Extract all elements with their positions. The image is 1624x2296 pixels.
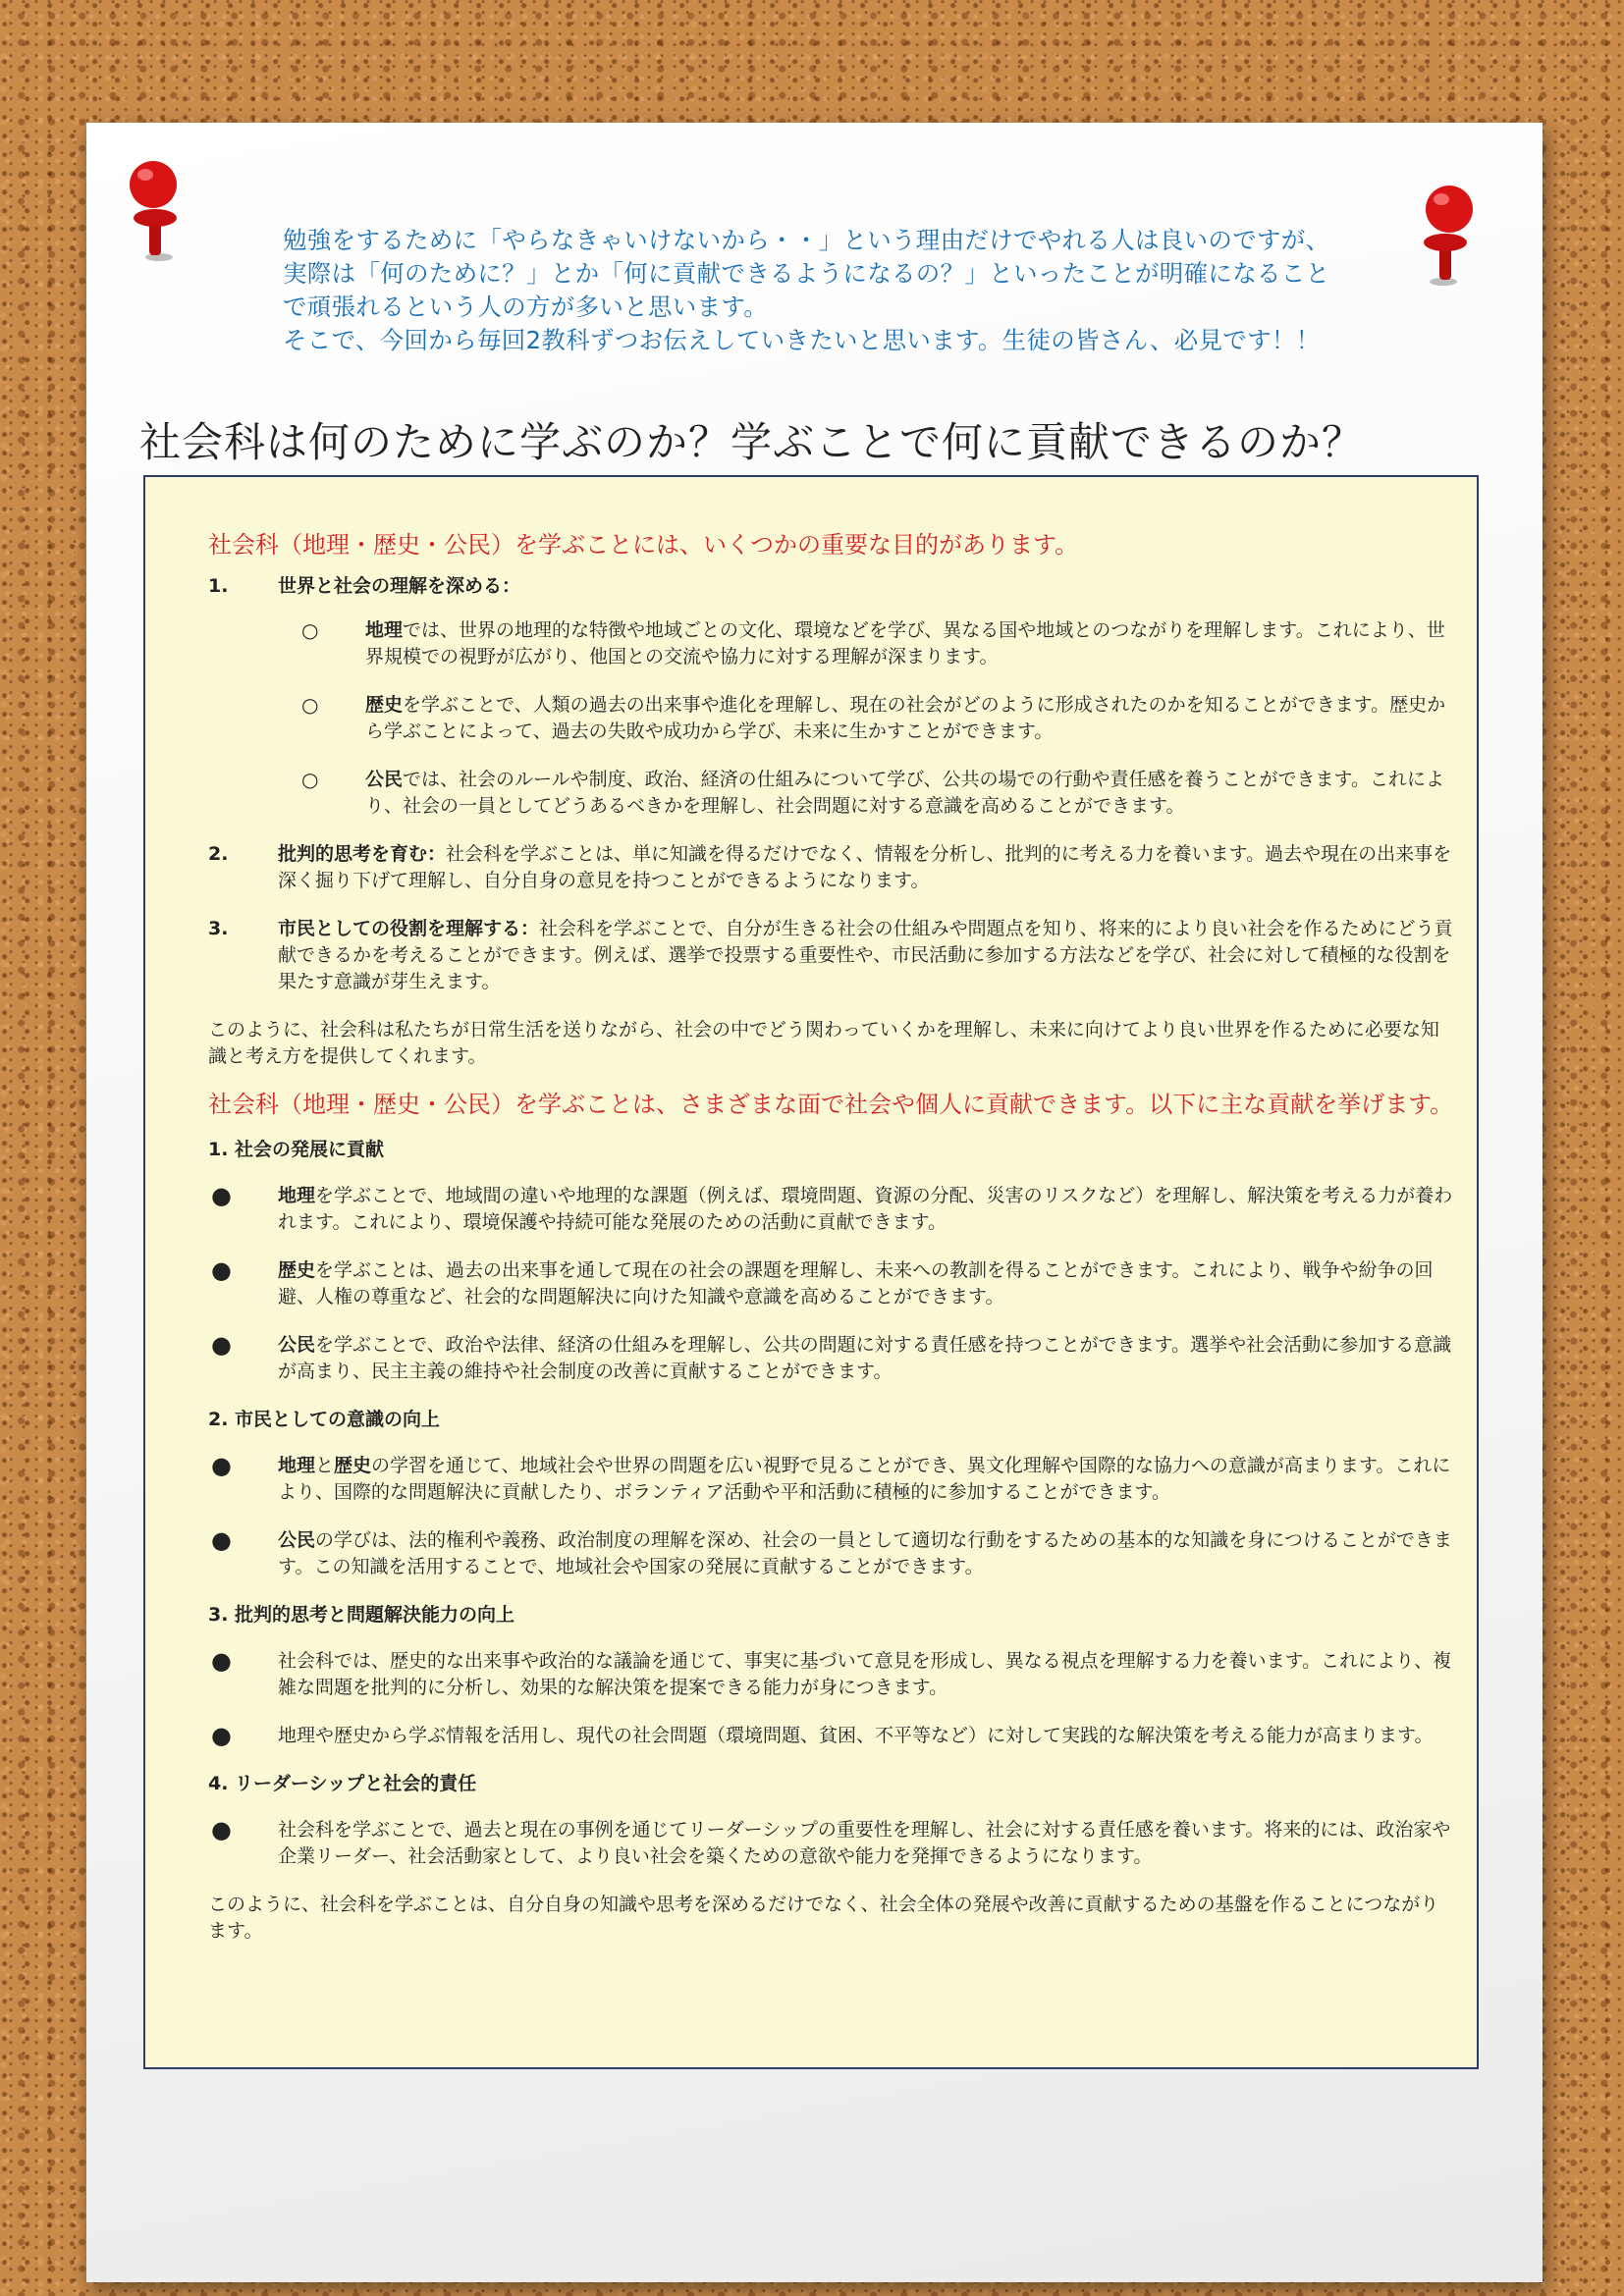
bullet-text: 地理や歴史から学ぶ情報を活用し、現代の社会問題（環境問題、貧困、不平等など）に対して実践的な解決策を考える能力が高まります。 [278,1725,1434,1746]
page-title: 社会科は何のために学ぶのか？学ぶことで何に貢献できるのか？ [139,418,1365,466]
term-label: 歴史 [278,1259,316,1281]
bullet-item [208,1723,1455,1749]
item-heading: 批判的思考を育む： [278,843,447,865]
bullet-text: を学ぶことで、政治や法律、経済の仕組みを理解し、公共の問題に対する責任感を持つことができます。選挙や社会活動に参加する意識が高まり、民主主義の維持や社会制度の改善に貢献することができます。 [278,1334,1452,1382]
bullet-text: 社会科では、歴史的な出来事や政治的な議論を通じて、事実に基づいて意見を形成し、異なる視点を理解する力を養います。これにより、複雑な問題を批判的に分析し、効果的な解決策を提案できる能力が身につきます。 [278,1650,1452,1698]
bullet-item [208,1648,1455,1701]
term-label-2: 歴史 [334,1455,372,1476]
content-box [143,475,1479,2069]
item-number: 1. [208,575,229,597]
bullet-dot-icon: ● [211,1816,232,1843]
sub-item-text: では、社会のルールや制度、政治、経済の仕組みについて学び、公共の場での行動や責任感を養うことができます。これにより、社会の一員としてどうあるべきかを理解し、社会問題に対する意識を高めることができます。 [365,769,1444,817]
purpose-item-2 [208,841,1455,894]
section-heading-3: 3. 批判的思考と問題解決能力の向上 [208,1604,515,1626]
bullet-dot-icon: ● [211,1526,232,1554]
circle-bullet-icon: ○ [301,693,319,717]
item-number: 2. [208,843,229,865]
item-text: 社会科を学ぶことは、単に知識を得るだけでなく、情報を分析し、批判的に考える力を養います。過去や現在の出来事を深く掘り下げて理解し、自分自身の意見を持つことができるようになります。 [278,843,1452,891]
bullet-text: 社会科を学ぶことで、過去と現在の事例を通じてリーダーシップの重要性を理解し、社会に対する責任感を養います。将来的には、政治家や企業リーダー、社会活動家として、より良い社会を築くための意欲や能力を発揮できるようになります。 [278,1819,1451,1867]
sub-item-civics [208,767,1455,820]
intro-paragraph-1: 勉強をするために「やらなきゃいけないから・・」という理由だけでやれる人は良いのですが、実際は「何のために？」とか「何に貢献できるようになるの？」といったことが明確になることで頑張れるという人の方が多いと思います。 [283,226,1330,321]
section-heading-1: 1. 社会の発展に貢献 [208,1139,385,1160]
sub-item-text: を学ぶことで、人類の過去の出来事や進化を理解し、現在の社会がどのように形成されたのかを知ることができます。歴史から学ぶことによって、過去の失敗や成功から学び、未来に生かすことができます。 [365,694,1446,742]
bullet-text: の学習を通じて、地域社会や世界の問題を広い視野で見ることができ、異文化理解や国際的な協力への意識が高まります。これにより、国際的な問題解決に貢献したり、ボランティア活動や平和活動に積極的に参加することができます。 [278,1455,1451,1503]
bullet-item [208,1183,1455,1236]
circle-bullet-icon: ○ [301,618,319,642]
term-joiner: と [315,1455,335,1476]
sub-item-history [208,692,1455,745]
item-heading: 世界と社会の理解を深める： [278,575,521,597]
bullet-item [208,1527,1455,1580]
bullet-dot-icon: ● [211,1452,232,1479]
term-label: 地理 [278,1455,316,1476]
term-label: 地理 [278,1185,316,1206]
section-heading-2: 2. 市民としての意識の向上 [208,1409,441,1430]
bullet-dot-icon: ● [211,1182,232,1209]
bullet-text: の学びは、法的権利や義務、政治制度の理解を深め、社会の一員として適切な行動をするための基本的な知識を身につけることができます。この知識を活用することで、地域社会や国家の発展に貢献することができます。 [278,1529,1452,1577]
bullet-item [208,1817,1455,1870]
purpose-item-1 [208,573,1455,600]
contributions-conclusion: このように、社会科を学ぶことは、自分自身の知識や思考を深めるだけでなく、社会全体の発展や改善に貢献するための基盤を作ることにつながります。 [208,1894,1439,1942]
bullet-dot-icon: ● [211,1256,232,1284]
bullet-text: を学ぶことは、過去の出来事を通して現在の社会の課題を理解し、未来への教訓を得ることができます。これにより、戦争や紛争の回避、人権の尊重など、社会的な問題解決に向けた知識や意識を高めることができます。 [278,1259,1434,1308]
bullet-item [208,1257,1455,1310]
bullet-text: を学ぶことで、地域間の違いや地理的な課題（例えば、環境問題、資源の分配、災害のリスクなど）を理解し、解決策を考える力が養われます。これにより、環境保護や持続可能な発展のための活動に貢献できます。 [278,1185,1453,1233]
bullet-dot-icon: ● [211,1722,232,1749]
intro-message [257,224,1337,357]
bullet-item [208,1453,1455,1506]
term-label: 公民 [365,769,404,790]
section-heading-4: 4. リーダーシップと社会的責任 [208,1773,477,1794]
term-label: 公民 [278,1529,316,1551]
contributions-heading: 社会科（地理・歴史・公民）を学ぶことは、さまざまな面で社会や個人に貢献できます。以下に主な貢献を挙げます。 [208,1091,1454,1118]
item-heading: 市民としての役割を理解する： [278,918,540,939]
pushpin-left-icon [120,157,189,265]
bullet-item [208,1332,1455,1385]
purpose-item-3 [208,916,1455,995]
intro-paragraph-2: そこで、今回から毎回2教科ずつお伝えしていきたいと思います。生徒の皆さん、必見です！！ [283,326,1321,354]
circle-bullet-icon: ○ [301,768,319,791]
term-label: 歴史 [365,694,404,716]
pushpin-right-icon [1414,182,1483,290]
content-body [208,528,1455,1945]
item-text: 社会科を学ぶことで、自分が生きる社会の仕組みや問題点を知り、将来的により良い社会を作るためにどう貢献できるかを考えることができます。例えば、選挙で投票する重要性や、市民活動に参加する方法などを学び、社会に対して積極的な役割を果たす意識が芽生えます。 [278,918,1453,992]
purpose-sub-list [208,617,1455,820]
term-label: 公民 [278,1334,316,1356]
purposes-conclusion: このように、社会科は私たちが日常生活を送りながら、社会の中でどう関わっていくかを理解し、未来に向けてより良い世界を作るために必要な知識と考え方を提供してくれます。 [208,1019,1439,1067]
bullet-dot-icon: ● [211,1647,232,1675]
sub-item-geography [208,617,1455,670]
term-label: 地理 [365,619,404,641]
item-number: 3. [208,918,229,939]
bullet-dot-icon: ● [211,1331,232,1359]
sub-item-text: では、世界の地理的な特徴や地域ごとの文化、環境などを学び、異なる国や地域とのつながりを理解します。これにより、世界規模での視野が広がり、他国との交流や協力に対する理解が深まります。 [365,619,1445,667]
purposes-heading: 社会科（地理・歴史・公民）を学ぶことには、いくつかの重要な目的があります。 [208,531,1079,559]
